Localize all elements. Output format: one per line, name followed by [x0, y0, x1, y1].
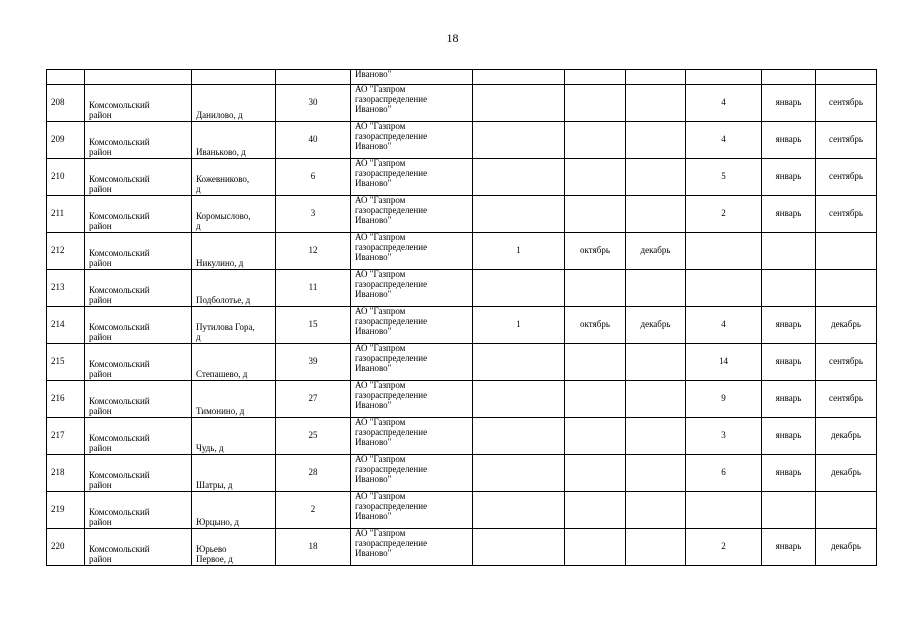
cell-m1-start — [565, 270, 626, 307]
cell-m1-start: октябрь — [565, 233, 626, 270]
cell-m1-end — [626, 85, 686, 122]
cell-num: 220 — [47, 529, 85, 566]
cell-q1: 1 — [473, 233, 565, 270]
cell-q2 — [686, 270, 762, 307]
table-row — [47, 196, 877, 233]
cell-count: 28 — [276, 455, 351, 492]
cell-m1-start — [565, 159, 626, 196]
cell-q1: 1 — [473, 307, 565, 344]
cell-q1 — [473, 529, 565, 566]
cell-num: 216 — [47, 381, 85, 418]
cell-m2-end: сентябрь — [816, 159, 877, 196]
cell-locality: Никулино, д — [192, 233, 276, 270]
cell-num: 212 — [47, 233, 85, 270]
table-row — [47, 159, 877, 196]
cell-district: Комсомольский район — [85, 196, 192, 233]
cell-m2-start: январь — [762, 418, 816, 455]
cell-m1-start: октябрь — [565, 307, 626, 344]
table-row — [47, 455, 877, 492]
cell-q2: 14 — [686, 344, 762, 381]
cell-m2-end: декабрь — [816, 455, 877, 492]
cell-m1-start — [565, 85, 626, 122]
cell-locality: Путилова Гора, д — [192, 307, 276, 344]
cell-q2: 4 — [686, 85, 762, 122]
cell-org: АО "Газпром газораспределение Иваново" — [351, 455, 473, 492]
cell-m1-start — [565, 344, 626, 381]
cell-m2-start: январь — [762, 196, 816, 233]
cell-locality: Тимонино, д — [192, 381, 276, 418]
cell-org: АО "Газпром газораспределение Иваново" — [351, 159, 473, 196]
cell-q1 — [473, 418, 565, 455]
cell-count: 3 — [276, 196, 351, 233]
cell-q1 — [473, 344, 565, 381]
cell-m2-end — [816, 233, 877, 270]
cell-m1-start — [565, 381, 626, 418]
cell-m2-start: январь — [762, 529, 816, 566]
cell-count: 12 — [276, 233, 351, 270]
cell-m1-start — [565, 529, 626, 566]
cell-locality: Чудь, д — [192, 418, 276, 455]
cell-num: 219 — [47, 492, 85, 529]
cell-m1-start — [565, 196, 626, 233]
cell-m1-start — [565, 492, 626, 529]
cell-m1-start — [565, 418, 626, 455]
cell-m1-end: декабрь — [626, 233, 686, 270]
continuation-row — [47, 70, 877, 85]
table-row — [47, 85, 877, 122]
cell-count: 6 — [276, 159, 351, 196]
cell-m2-start — [762, 492, 816, 529]
cell-num: 218 — [47, 455, 85, 492]
cell-locality: Кожевниково, д — [192, 159, 276, 196]
cell-count — [276, 70, 351, 85]
cell-q1 — [473, 196, 565, 233]
cell-q2: 2 — [686, 529, 762, 566]
cell-m2-start: январь — [762, 159, 816, 196]
cell-m1-start — [565, 455, 626, 492]
cell-locality: Иваньково, д — [192, 122, 276, 159]
cell-q1 — [473, 381, 565, 418]
cell-q1 — [473, 159, 565, 196]
cell-m2-end: декабрь — [816, 529, 877, 566]
cell-org: АО "Газпром газораспределение Иваново" — [351, 85, 473, 122]
cell-district: Комсомольский район — [85, 418, 192, 455]
table-row — [47, 233, 877, 270]
cell-district: Комсомольский район — [85, 159, 192, 196]
cell-m2-start: январь — [762, 381, 816, 418]
cell-count: 11 — [276, 270, 351, 307]
cell-m1-end — [626, 455, 686, 492]
cell-locality: Подболотье, д — [192, 270, 276, 307]
cell-m1-start — [565, 70, 626, 85]
cell-q2: 6 — [686, 455, 762, 492]
cell-q1 — [473, 70, 565, 85]
cell-q2: 9 — [686, 381, 762, 418]
cell-locality: Степашево, д — [192, 344, 276, 381]
cell-count: 39 — [276, 344, 351, 381]
cell-m1-end: декабрь — [626, 307, 686, 344]
cell-district: Комсомольский район — [85, 492, 192, 529]
cell-m1-end — [626, 529, 686, 566]
cell-m2-end — [816, 70, 877, 85]
cell-org: АО "Газпром газораспределение Иваново" — [351, 122, 473, 159]
cell-org: АО "Газпром газораспределение Иваново" — [351, 492, 473, 529]
cell-district: Комсомольский район — [85, 455, 192, 492]
cell-district: Комсомольский район — [85, 529, 192, 566]
cell-q2: 5 — [686, 159, 762, 196]
cell-q1 — [473, 122, 565, 159]
cell-q1 — [473, 455, 565, 492]
cell-q2: 4 — [686, 307, 762, 344]
page-number: 18 — [446, 31, 459, 45]
cell-org: АО "Газпром газораспределение Иваново" — [351, 270, 473, 307]
cell-num: 213 — [47, 270, 85, 307]
cell-num: 217 — [47, 418, 85, 455]
cell-district: Комсомольский район — [85, 122, 192, 159]
cell-district: Комсомольский район — [85, 381, 192, 418]
cell-num: 209 — [47, 122, 85, 159]
cell-org: АО "Газпром газораспределение Иваново" — [351, 418, 473, 455]
table-row — [47, 381, 877, 418]
cell-m1-end — [626, 344, 686, 381]
cell-m2-end: сентябрь — [816, 85, 877, 122]
cell-count: 27 — [276, 381, 351, 418]
cell-q2 — [686, 70, 762, 85]
cell-org: АО "Газпром газораспределение Иваново" — [351, 381, 473, 418]
cell-locality: Данилово, д — [192, 85, 276, 122]
cell-num: 215 — [47, 344, 85, 381]
cell-m1-end — [626, 418, 686, 455]
cell-district: Комсомольский район — [85, 233, 192, 270]
cell-m2-start — [762, 233, 816, 270]
cell-q2: 2 — [686, 196, 762, 233]
cell-m2-end: сентябрь — [816, 196, 877, 233]
cell-m2-end: сентябрь — [816, 344, 877, 381]
cell-m2-start: январь — [762, 122, 816, 159]
cell-org: АО "Газпром газораспределение Иваново" — [351, 529, 473, 566]
cell-m2-end: декабрь — [816, 307, 877, 344]
cell-district: Комсомольский район — [85, 270, 192, 307]
cell-count: 30 — [276, 85, 351, 122]
cell-m2-end — [816, 270, 877, 307]
cell-m2-end: сентябрь — [816, 122, 877, 159]
cell-m2-start: январь — [762, 344, 816, 381]
cell-m1-end — [626, 70, 686, 85]
table-row — [47, 270, 877, 307]
table-row — [47, 307, 877, 344]
cell-m2-start: январь — [762, 307, 816, 344]
table-row — [47, 492, 877, 529]
cell-q2: 4 — [686, 122, 762, 159]
cell-m2-end: сентябрь — [816, 381, 877, 418]
cell-m2-start: январь — [762, 85, 816, 122]
cell-m2-end: декабрь — [816, 418, 877, 455]
table-row — [47, 529, 877, 566]
cell-locality: Коромыслово, д — [192, 196, 276, 233]
cell-m1-end — [626, 159, 686, 196]
cell-num: 214 — [47, 307, 85, 344]
cell-num: 211 — [47, 196, 85, 233]
cell-q1 — [473, 492, 565, 529]
cell-locality: Юрьево Первое, д — [192, 529, 276, 566]
cell-q1 — [473, 85, 565, 122]
cell-district: Комсомольский район — [85, 344, 192, 381]
cell-m2-start — [762, 70, 816, 85]
cell-count: 40 — [276, 122, 351, 159]
cell-locality: Шатры, д — [192, 455, 276, 492]
cell-m1-end — [626, 196, 686, 233]
cell-org: АО "Газпром газораспределение Иваново" — [351, 196, 473, 233]
table-row — [47, 418, 877, 455]
cell-m2-end — [816, 492, 877, 529]
cell-count: 2 — [276, 492, 351, 529]
cell-q1 — [473, 270, 565, 307]
cell-m2-start — [762, 270, 816, 307]
cell-locality — [192, 70, 276, 85]
table-row — [47, 344, 877, 381]
cell-district: Комсомольский район — [85, 85, 192, 122]
cell-locality: Юрцыно, д — [192, 492, 276, 529]
cell-count: 25 — [276, 418, 351, 455]
cell-num: 210 — [47, 159, 85, 196]
gasification-table — [46, 69, 877, 566]
cell-m1-end — [626, 381, 686, 418]
cell-district — [85, 70, 192, 85]
cell-q2 — [686, 492, 762, 529]
cell-q2: 3 — [686, 418, 762, 455]
cell-m2-start: январь — [762, 455, 816, 492]
cell-m1-end — [626, 492, 686, 529]
cell-num — [47, 70, 85, 85]
cell-num: 208 — [47, 85, 85, 122]
cell-m1-end — [626, 270, 686, 307]
cell-district: Комсомольский район — [85, 307, 192, 344]
cell-m1-start — [565, 122, 626, 159]
cell-count: 15 — [276, 307, 351, 344]
cell-org: АО "Газпром газораспределение Иваново" — [351, 344, 473, 381]
cell-m1-end — [626, 122, 686, 159]
cell-org: Иваново" — [351, 70, 473, 85]
cell-count: 18 — [276, 529, 351, 566]
table-row — [47, 122, 877, 159]
cell-q2 — [686, 233, 762, 270]
cell-org: АО "Газпром газораспределение Иваново" — [351, 233, 473, 270]
cell-org: АО "Газпром газораспределение Иваново" — [351, 307, 473, 344]
